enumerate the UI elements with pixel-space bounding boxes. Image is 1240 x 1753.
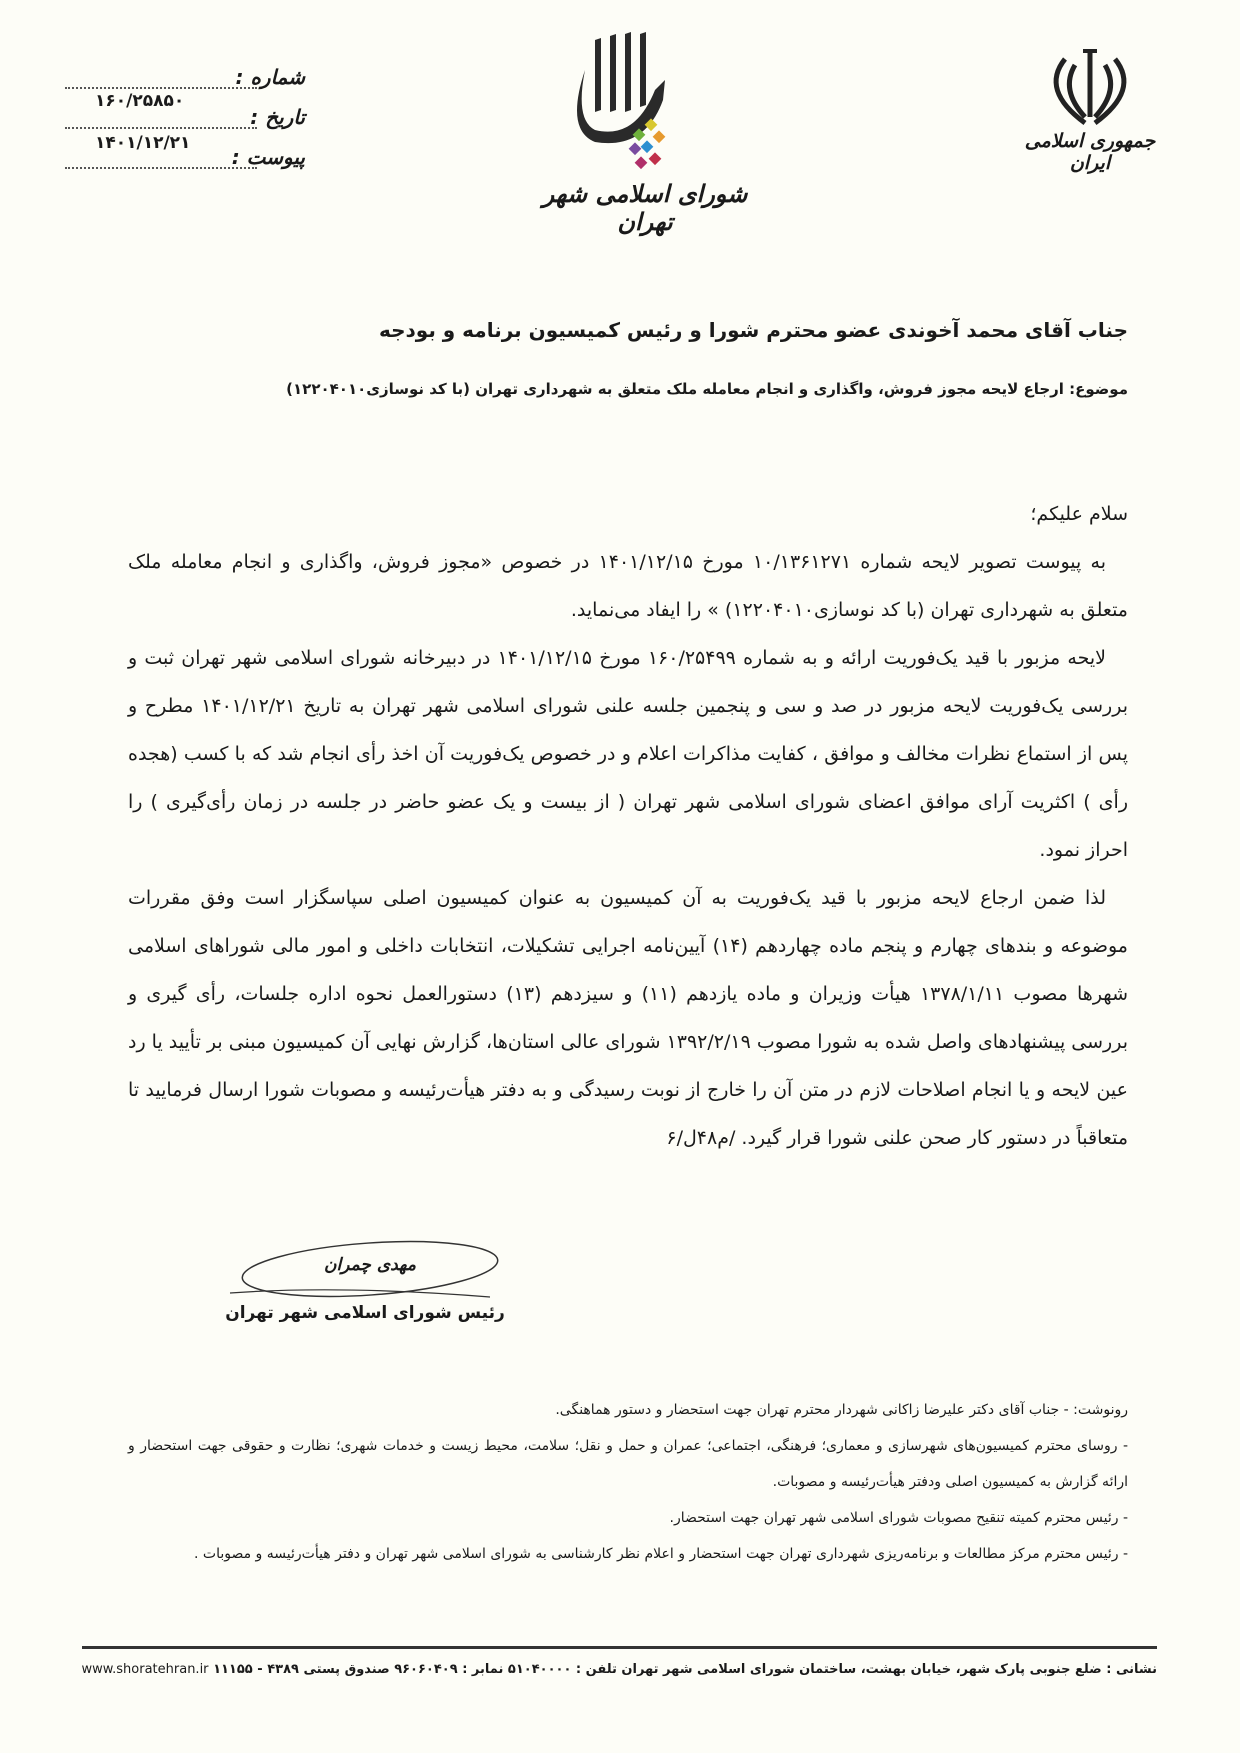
body-paragraph: به پیوست تصویر لایحه شماره ۱۰/۱۳۶۱۲۷۱ مورخ ۱۴۰۱/۱۲/۱۵ در خصوص «مجوز فروش، واگذاری و انجام معامله ملک متعلق به شهرداری تهران (با کد نوسازی۱۲۲۰۴۰۱۰) » را ایفاد می‌نماید. xyxy=(128,551,1128,621)
cc-list xyxy=(128,1392,1128,1572)
letter-body xyxy=(128,490,1128,1162)
footer xyxy=(82,1662,1157,1677)
cc-item: - رئیس محترم کمیته تنقیح مصوبات شورای اسلامی شهر تهران جهت استحضار. xyxy=(669,1510,1128,1526)
tehran-council-logo xyxy=(542,30,748,236)
signature-block xyxy=(220,1235,510,1345)
date-label: تاریخ : xyxy=(250,105,305,129)
cc-item: - رئیس محترم مرکز مطالعات و برنامه‌ریزی شهرداری تهران جهت استحضار و اعلام نظر کارشناسی به شورای اسلامی شهر تهران و دفتر هیأت‌رئیسه و مصوبات . xyxy=(193,1546,1128,1562)
date-dotted-line xyxy=(65,127,257,129)
signatory-name: مهدی چمران xyxy=(323,1255,416,1275)
footer-address: نشانی : ضلع جنوبی پارک شهر، خیابان بهشت، ساختمان شورای اسلامی شهر تهران تلفن : ۵۱۰۴۰۰۰۰ نمابر : ۹۶۰۶۰۴۰۹ صندوق پستی ۴۳۸۹ - ۱۱۱۵۵ xyxy=(213,1662,1157,1677)
cc-item: - روسای محترم کمیسیون‌های شهرسازی و معماری؛ فرهنگی، اجتماعی؛ عمران و حمل و نقل؛ سلامت، محیط زیست و خدمات شهری؛ نظارت و حقوقی جهت استحضار و ارائه گزارش به کمیسیون اصلی ودفتر هیأت‌رئیسه و مصوبات. xyxy=(128,1438,1128,1490)
iran-emblem xyxy=(1015,45,1165,175)
signatory-title: رئیس شورای اسلامی شهر تهران xyxy=(225,1303,505,1323)
letter-meta xyxy=(65,65,305,185)
attachment-dotted-line xyxy=(65,167,257,169)
council-logo-icon xyxy=(555,30,735,180)
attachment-label: پیوست : xyxy=(231,145,305,169)
greeting: سلام علیکم؛ xyxy=(1030,503,1128,525)
number-value: ۱۶۰/۲۵۸۵۰ xyxy=(95,91,185,111)
number-dotted-line xyxy=(65,87,257,89)
number-label: شماره : xyxy=(235,65,305,89)
council-name: شورای اسلامی شهر تهران xyxy=(542,180,748,236)
date-value: ۱۴۰۱/۱۲/۲۱ xyxy=(95,133,191,153)
country-name: جمهوری اسلامی ایران xyxy=(1024,130,1156,174)
cc-item: رونوشت: - جناب آقای دکتر علیرضا زاکانی شهردار محترم تهران جهت استحضار و دستور هماهنگی. xyxy=(555,1402,1128,1418)
attachment-row xyxy=(65,133,305,185)
subject: موضوع: ارجاع لایحه مجوز فروش، واگذاری و انجام معامله ملک متعلق به شهرداری تهران (با کد نوسازی۱۲۲۰۴۰۱۰) xyxy=(286,380,1128,398)
footer-website: www.shoratehran.ir xyxy=(81,1662,209,1677)
iran-emblem-icon xyxy=(1015,45,1165,130)
footer-divider xyxy=(82,1646,1157,1649)
body-paragraph: لذا ضمن ارجاع لایحه مزبور با قید یک‌فوریت به آن کمیسیون به عنوان کمیسیون اصلی سپاسگزار است وفق مقررات موضوعه و بندهای چهارم و پنجم ماده چهاردهم (۱۴) آیین‌نامه اجرایی تشکیلات، انتخابات داخلی و امور مالی شوراهای اسلامی شهرها مصوب ۱۳۷۸/۱/۱۱ هیأت وزیران و ماده یازدهم (۱۱) و سیزدهم (۱۳) دستورالعمل نحوه اداره جلسات، رأی گیری و بررسی پیشنهادهای واصل شده به شورا مصوب ۱۳۹۲/۲/۱۹ شورای عالی استان‌ها، گزارش نهایی آن کمیسیون مبنی بر تأیید یا رد عین لایحه و یا انجام اصلاحات لازم در متن آن را خارج از نوبت رسیدگی و به دفتر هیأت‌رئیسه و مصوبات شورا ارسال فرمایید تا متعاقباً در دستور کار صحن علنی شورا قرار گیرد. /م۴۸ل/۶ xyxy=(128,887,1128,1149)
addressee: جناب آقای محمد آخوندی عضو محترم شورا و رئیس کمیسیون برنامه و بودجه xyxy=(378,318,1128,342)
body-paragraph: لایحه مزبور با قید یک‌فوریت ارائه و به شماره ۱۶۰/۲۵۴۹۹ مورخ ۱۴۰۱/۱۲/۱۵ در دبیرخانه شورای اسلامی شهر تهران ثبت و بررسی یک‌فوریت لایحه مزبور در صد و سی و پنجمین جلسه علنی شورای اسلامی شهر تهران به تاریخ ۱۴۰۱/۱۲/۲۱ مطرح و پس از استماع نظرات مخالف و موافق ، کفایت مذاکرات اعلام و در خصوص یک‌فوریت آن اخذ رأی انجام شد که با کسب (هجده رأی ) اکثریت آرای موافق اعضای شورای اسلامی شهر تهران ( از بیست و یک عضو حاضر در جلسه در زمان رأی‌گیری ) را احراز نمود. xyxy=(128,647,1128,861)
